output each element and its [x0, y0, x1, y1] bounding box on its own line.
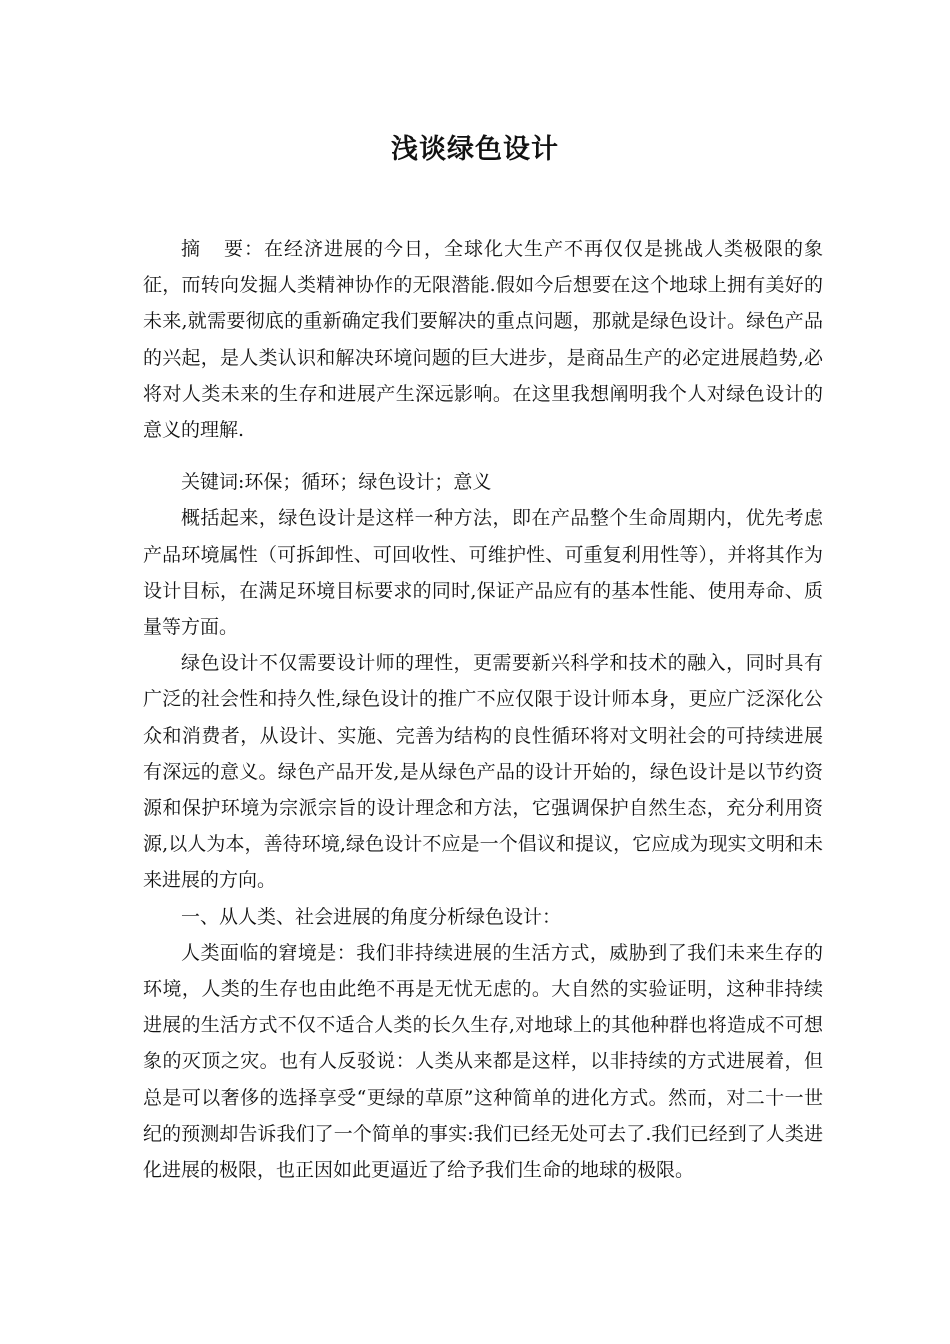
body-paragraph-2: 绿色设计不仅需要设计师的理性，更需要新兴科学和技术的融入，同时具有广泛的社会性和持久性,绿色设计的推广不应仅限于设计师本身，更应广泛深化公众和消费者，从设计、实施、完善为结构的良性循环将对文明社会的可持续进展有深远的意义。绿色产品开发,是从绿色产品的设计开始的，绿色设计是以节约资源和保护环境为宗派宗旨的设计理念和方法，它强调保护自然生态，充分利用资源,以人为本，善待环境,绿色设计不应是一个倡议和提议，它应成为现实文明和未来进展的方向。 — [143, 652, 823, 892]
body-paragraph-3: 人类面临的窘境是：我们非持续进展的生活方式，威胁到了我们未来生存的环境，人类的生存也由此绝不再是无忧无虑的。大自然的实验证明，这种非持续进展的生活方式不仅不适合人类的长久生存,对地球上的其他种群也将造成不可想象的灭顶之灾。也有人反驳说：人类从来都是这样，以非持续的方式进展着，但总是可以奢侈的选择享受“更绿的草原”这种简单的进化方式。然而，对二十一世纪的预测却告诉我们了一个简单的事实:我们已经无处可去了.我们已经到了人类进化进展的极限，也正因如此更逼近了给予我们生命的地球的极限。 — [143, 941, 823, 1182]
document-title: 浅谈绿色设计 — [391, 134, 559, 165]
abstract-paragraph — [143, 231, 823, 448]
document-body — [143, 231, 823, 1188]
keywords-line: 关键词:环保；循环；绿色设计；意义 — [181, 471, 492, 494]
abstract-label-b: 要： — [223, 238, 264, 260]
abstract-label-a: 摘 — [181, 238, 201, 260]
abstract-text: 在经济进展的今日，全球化大生产不再仅仅是挑战人类极限的象征，而转向发掘人类精神协作的无限潜能.假如今后想要在这个地球上拥有美好的未来,就需要彻底的重新确定我们要解决的重点问题，那就是绿色设计。绿色产品的兴起，是人类认识和解决环境问题的巨大进步，是商品生产的必定进展趋势,必将对人类未来的生存和进展产生深远影响。在这里我想阐明我个人对绿色设计的意义的理解. — [143, 238, 823, 442]
body-paragraph-1: 概括起来，绿色设计是这样一种方法，即在产品整个生命周期内，优先考虑产品环境属性（可拆卸性、可回收性、可维护性、可重复利用性等），并将其作为设计目标，在满足环境目标要求的同时,保证产品应有的基本性能、使用寿命、质量等方面。 — [143, 507, 823, 639]
section-heading-1: 一、从人类、社会进展的角度分析绿色设计： — [181, 905, 562, 928]
